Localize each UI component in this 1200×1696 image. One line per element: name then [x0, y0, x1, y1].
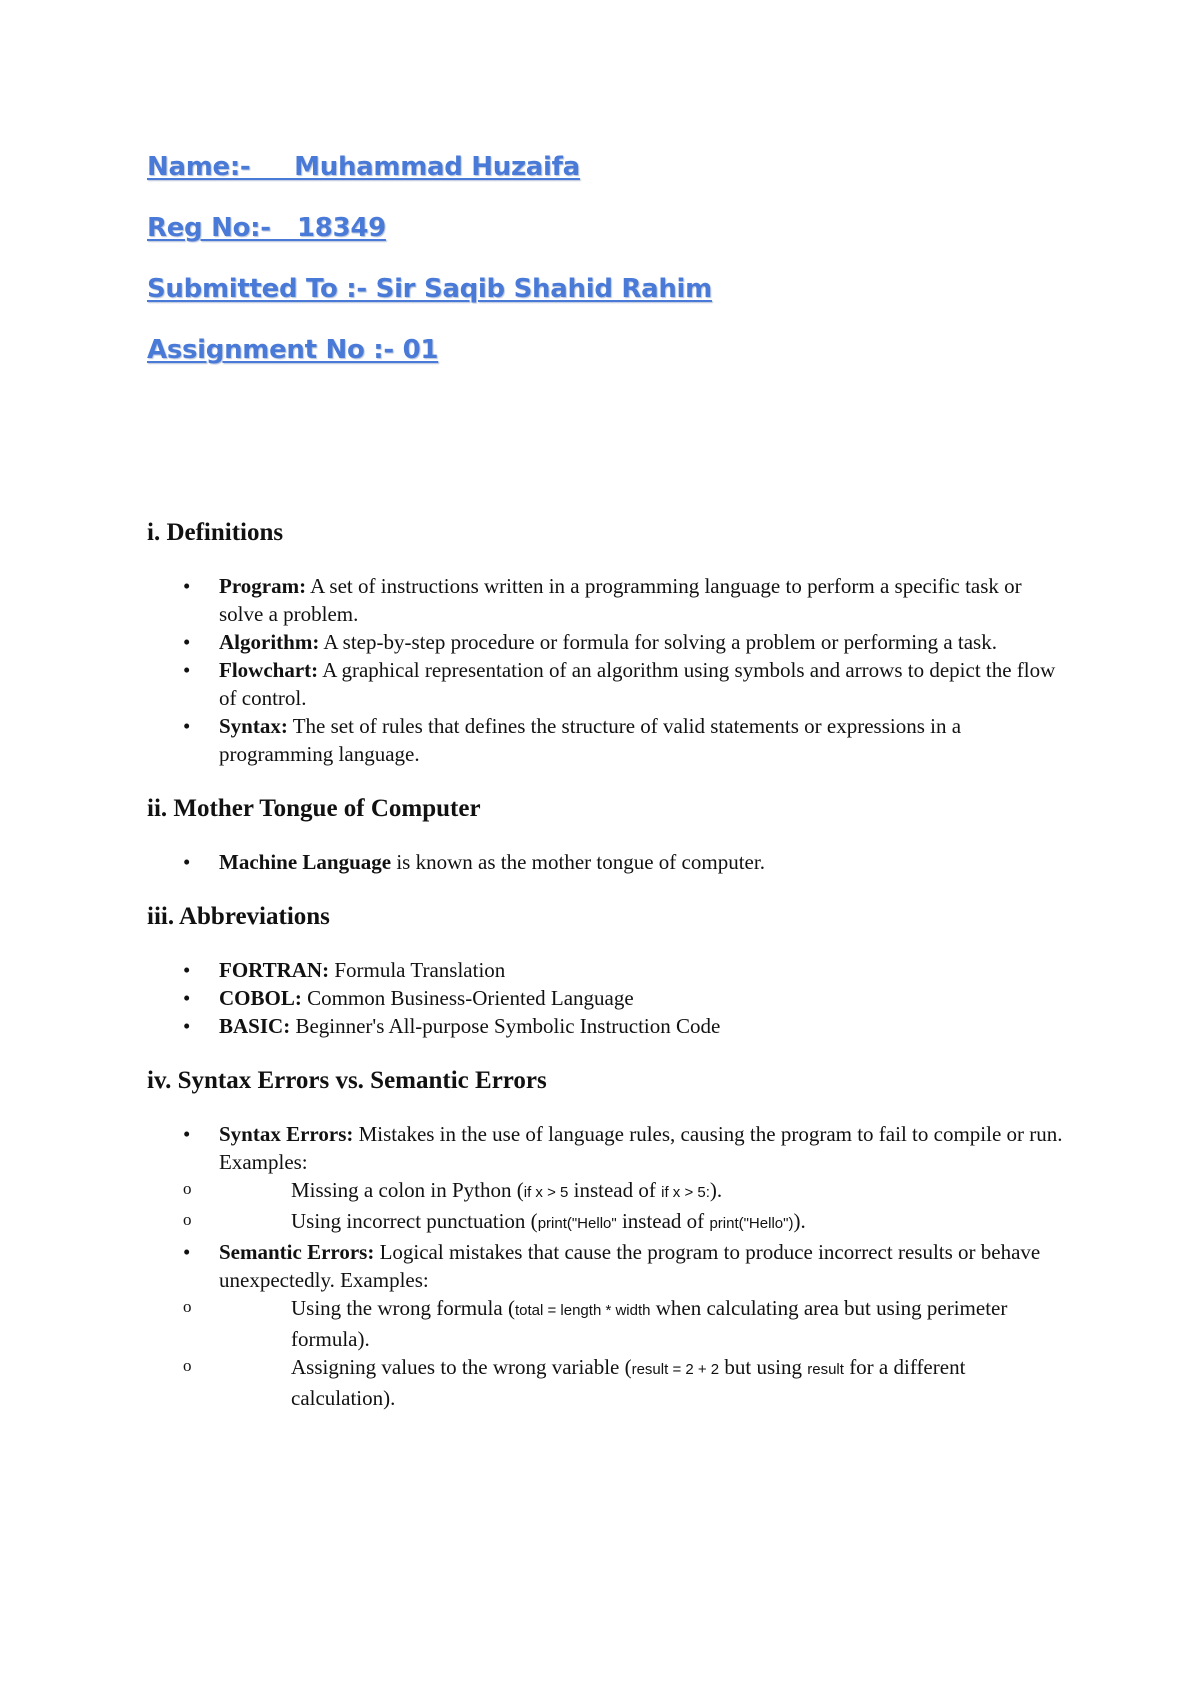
code-snippet: result = 2 + 2 [631, 1361, 720, 1378]
example-text: but using [719, 1355, 808, 1379]
example-text: Assigning values to the wrong variable ( [291, 1355, 632, 1379]
code-snippet: if x > 5: [661, 1184, 710, 1201]
section-heading-abbreviations: iii. Abbreviations [147, 903, 330, 930]
list-item [147, 984, 1067, 1012]
errors-list [147, 1120, 1067, 1412]
definition-term: Syntax: [219, 714, 288, 738]
section-heading-errors: iv. Syntax Errors vs. Semantic Errors [147, 1067, 547, 1094]
assignment-number: Assignment No :- 01 [147, 335, 439, 365]
abbreviation-text: Common Business-Oriented Language [301, 986, 634, 1010]
list-item [147, 628, 1067, 656]
list-item [147, 1120, 1067, 1238]
list-item [147, 656, 1067, 712]
list-item [147, 712, 1067, 768]
registration-number: Reg No:- 18349 [147, 213, 386, 243]
definitions-list [147, 572, 1067, 768]
abbreviation-text: Beginner's All-purpose Symbolic Instruction Code [290, 1014, 721, 1038]
abbreviation-text: Formula Translation [329, 958, 506, 982]
submitted-to: Submitted To :- Sir Saqib Shahid Rahim [147, 274, 712, 304]
list-item [147, 848, 1067, 876]
mother-tongue-list [147, 848, 1067, 876]
code-snippet: print("Hello" [537, 1215, 617, 1232]
list-item [147, 1238, 1067, 1412]
definition-term: Algorithm: [219, 630, 320, 654]
example-text: Using incorrect punctuation ( [291, 1209, 538, 1233]
example-text: ). [709, 1178, 723, 1202]
syntax-examples [147, 1176, 1067, 1238]
example-text: instead of [568, 1178, 662, 1202]
example-text: for a different calculation). [291, 1355, 966, 1410]
example-text: when calculating area but using perimeter formula). [291, 1296, 1008, 1351]
abbreviation-term: FORTRAN: [219, 958, 330, 982]
section-heading-definitions: i. Definitions [147, 519, 284, 546]
list-item [147, 572, 1067, 628]
definition-term: Machine Language [219, 850, 392, 874]
abbreviation-term: BASIC: [219, 1014, 291, 1038]
example-text: Using the wrong formula ( [291, 1296, 515, 1320]
abbreviations-list [147, 956, 1067, 1040]
example-item [147, 1353, 1067, 1412]
example-text: Missing a colon in Python ( [291, 1178, 524, 1202]
code-snippet: print("Hello") [709, 1215, 794, 1232]
definition-term: Program: [219, 574, 307, 598]
example-item [147, 1294, 1067, 1353]
definition-text: is known as the mother tongue of computer. [391, 850, 765, 874]
code-snippet: if x > 5 [523, 1184, 569, 1201]
example-text: ). [793, 1209, 806, 1233]
definition-text: A graphical representation of an algorithm using symbols and arrows to depict the flow of control. [219, 658, 1056, 710]
error-term: Syntax Errors: [219, 1122, 354, 1146]
code-snippet: result [807, 1361, 844, 1378]
code-snippet: total = length * width [514, 1302, 651, 1319]
definition-text: The set of rules that defines the structure of valid statements or expressions in a programming language. [219, 714, 962, 766]
section-heading-mother-tongue: ii. Mother Tongue of Computer [147, 795, 481, 822]
example-text: instead of [616, 1209, 710, 1233]
list-item [147, 956, 1067, 984]
error-term: Semantic Errors: [219, 1240, 375, 1264]
definition-text: A set of instructions written in a programming language to perform a specific task or solve a problem. [219, 574, 1022, 626]
example-item [147, 1176, 1067, 1207]
student-name: Name:- Muhammad Huzaifa [147, 152, 580, 182]
error-text: Logical mistakes that cause the program to produce incorrect results or behave unexpectedly. Examples: [219, 1240, 1041, 1292]
list-item [147, 1012, 1067, 1040]
document-body [147, 518, 1067, 1412]
definition-text: A step-by-step procedure or formula for solving a problem or performing a task. [319, 630, 997, 654]
abbreviation-term: COBOL: [219, 986, 302, 1010]
cover-header [147, 150, 712, 394]
definition-term: Flowchart: [219, 658, 319, 682]
error-text: Mistakes in the use of language rules, causing the program to fail to compile or run. Examples: [219, 1122, 1063, 1174]
example-item [147, 1207, 1067, 1238]
semantic-examples [147, 1294, 1067, 1412]
